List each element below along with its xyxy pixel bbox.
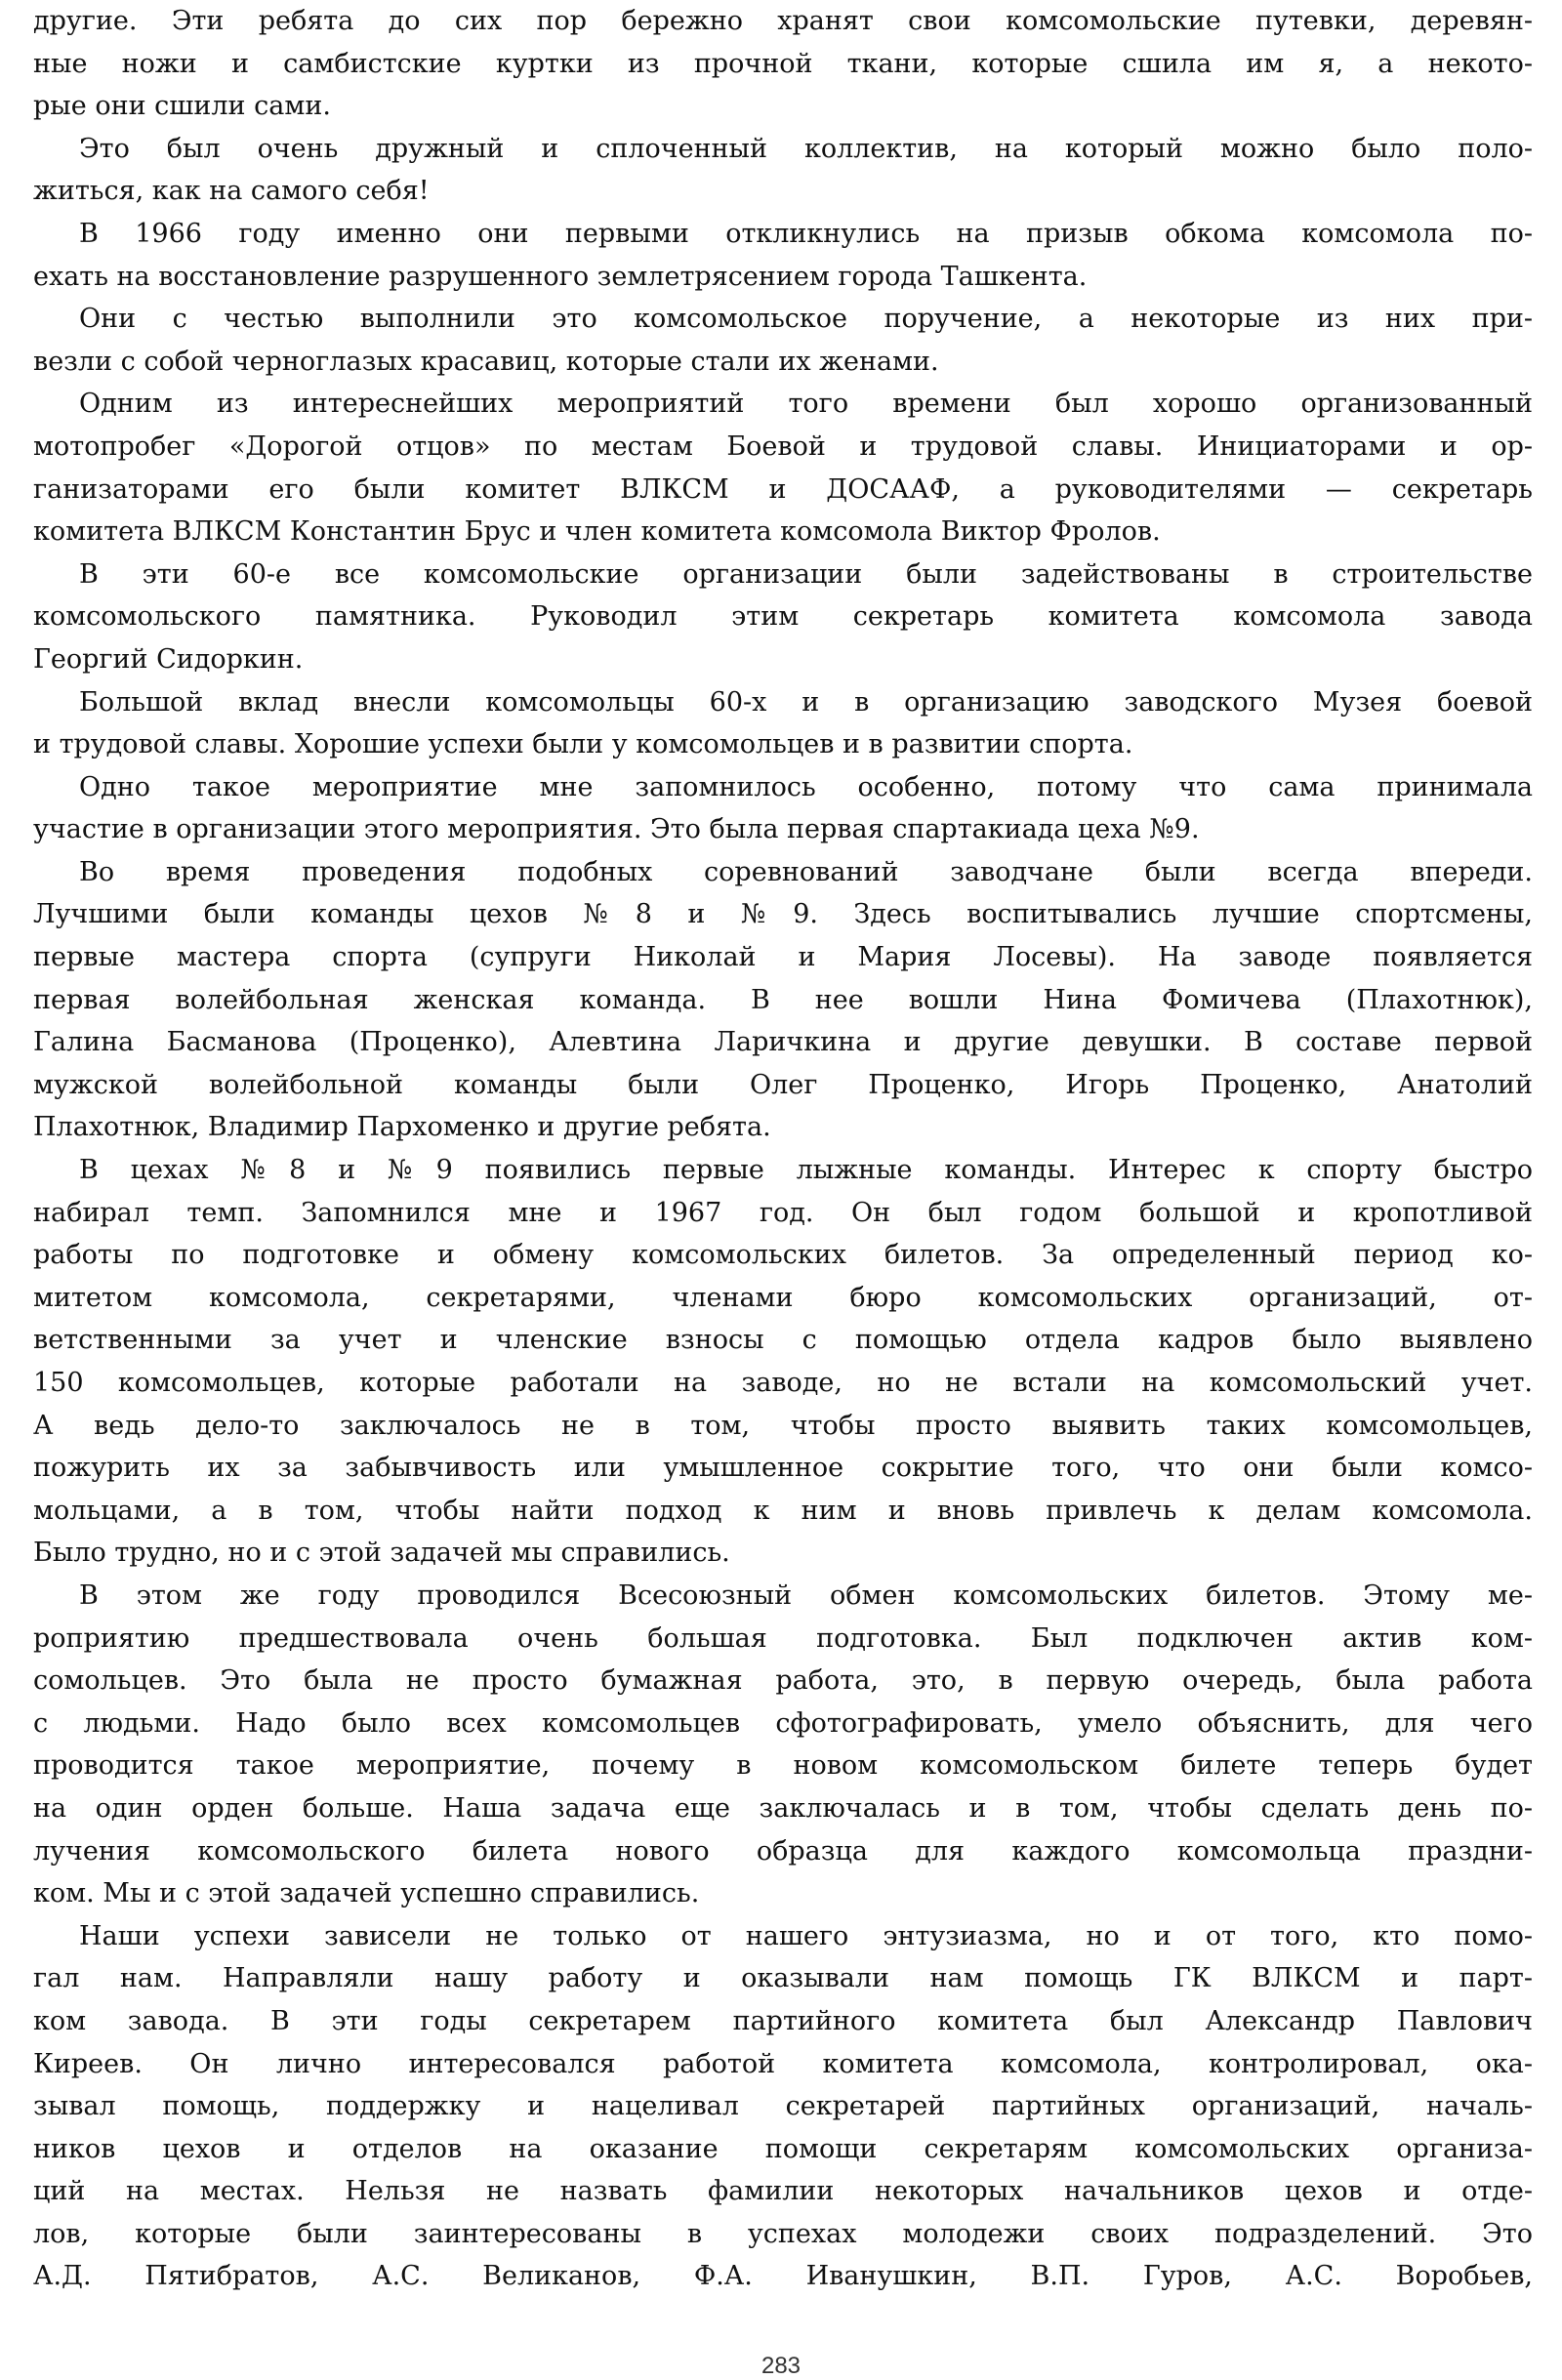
text-line: проводится такое мероприятие, почему в новом комсомольском билете теперь будет <box>33 1750 1533 1782</box>
text-line: ком завода. В эти годы секретарем партийного комитета был Александр Павлович <box>33 2005 1533 2036</box>
text-line: Плахотнюк, Владимир Пархоменко и другие ребята. <box>33 1112 771 1143</box>
text-line: сомольцев. Это была не просто бумажная работа, это, в первую очередь, была работа <box>33 1665 1533 1697</box>
text-line: В этом же году проводился Всесоюзный обмен комсомольских билетов. Этому ме- <box>79 1580 1533 1611</box>
text-line: другие. Эти ребята до сих пор бережно хранят свои комсомольские путевки, деревян- <box>33 6 1533 36</box>
paragraph <box>33 0 1533 128</box>
text-line: набирал темп. Запомнился мне и 1967 год. Он был годом большой и кропотливой <box>33 1197 1533 1228</box>
text-line: Было трудно, но и с этой задачей мы справились. <box>33 1538 730 1569</box>
paragraph <box>33 554 1533 681</box>
text-line: ком. Мы и с этой задачей успешно справились. <box>33 1878 700 1909</box>
text-line: везли с собой черноглазых красавиц, которые стали их женами. <box>33 346 939 377</box>
text-line: мужской волейбольной команды были Олег Проценко, Игорь Проценко, Анатолий <box>33 1069 1533 1100</box>
paragraph <box>33 851 1533 1149</box>
text-line: ные ножи и самбистские куртки из прочной ткани, которые сшила им я, а некото- <box>33 48 1533 79</box>
text-line: с людьми. Надо было всех комсомольцев сфотографировать, умело объяснить, для чего <box>33 1707 1533 1739</box>
text-line: митетом комсомола, секретарями, членами бюро комсомольских организаций, от- <box>33 1282 1533 1313</box>
paragraph <box>33 383 1533 553</box>
text-line: Киреев. Он лично интересовался работой комитета комсомола, контролировал, ока- <box>33 2048 1533 2079</box>
text-line: мотопробег «Дорогой отцов» по местам Боевой и трудовой славы. Инициаторами и ор- <box>33 431 1533 462</box>
paragraph <box>33 1575 1533 1915</box>
text-line: Галина Басманова (Проценко), Алевтина Ларичкина и другие девушки. В составе первой <box>33 1027 1533 1058</box>
text-line: Это был очень дружный и сплоченный коллектив, на который можно было поло- <box>79 133 1533 164</box>
text-line: Лучшими были команды цехов №8 и №9. Здесь воспитывались лучшие спортсмены, <box>33 899 1533 930</box>
paragraph <box>33 298 1533 383</box>
page-body-text <box>33 0 1533 2298</box>
text-line: и трудовой славы. Хорошие успехи были у комсомольцев и в развитии спорта. <box>33 729 1133 760</box>
text-line: ветственными за учет и членские взносы с помощью отдела кадров было выявлено <box>33 1325 1533 1356</box>
text-line: В эти 60-е все комсомольские организации были задействованы в строительстве <box>79 558 1533 590</box>
text-line: на один орден больше. Наша задача еще заключалась и в том, чтобы сделать день по- <box>33 1792 1533 1824</box>
text-line: участие в организации этого мероприятия. Это была первая спартакиада цеха №9. <box>33 814 1200 845</box>
paragraph <box>33 766 1533 851</box>
text-line: Георгий Сидоркин. <box>33 643 304 675</box>
text-line: Большой вклад внесли комсомольцы 60-х и в организацию заводского Музея боевой <box>79 686 1533 718</box>
text-line: Во время проведения подобных соревнований заводчане были всегда впереди. <box>79 856 1533 887</box>
text-line: пожурить их за забывчивость или умышленное сокрытие того, что они были комсо- <box>33 1453 1533 1484</box>
text-line: В 1966 году именно они первыми откликнулись на призыв обкома комсомола по- <box>79 218 1533 249</box>
text-line: Одним из интереснейших мероприятий того времени был хорошо организованный <box>79 389 1533 420</box>
text-line: ехать на восстановление разрушенного землетрясением города Ташкента. <box>33 261 1088 292</box>
paragraph <box>33 1915 1533 2298</box>
text-line: первые мастера спорта (супруги Николай и Мария Лосевы). На заводе появляется <box>33 942 1533 973</box>
text-line: А ведь дело-то заключалось не в том, чтобы просто выявить таких комсомольцев, <box>33 1410 1533 1441</box>
text-line: ников цехов и отделов на оказание помощи секретарям комсомольских организа- <box>33 2133 1533 2164</box>
page-number: 283 <box>760 2353 802 2379</box>
text-line: В цехах №8 и №9 появились первые лыжные команды. Интерес к спорту быстро <box>79 1155 1533 1186</box>
text-line: Наши успехи зависели не только от нашего энтузиазма, но и от того, кто помо- <box>79 1920 1533 1951</box>
text-line: роприятию предшествовала очень большая подготовка. Был подключен актив ком- <box>33 1622 1533 1654</box>
text-line: 150 комсомольцев, которые работали на заводе, но не встали на комсомольский учет. <box>33 1368 1533 1398</box>
text-line: мольцами, а в том, чтобы найти подход к ним и вновь привлечь к делам комсомола. <box>33 1495 1533 1526</box>
text-line: комсомольского памятника. Руководил этим секретарь комитета комсомола завода <box>33 601 1533 633</box>
text-line: лов, которые были заинтересованы в успехах молодежи своих подразделений. Это <box>33 2218 1533 2249</box>
text-line: работы по подготовке и обмену комсомольских билетов. За определенный период ко- <box>33 1240 1533 1271</box>
text-line: лучения комсомольского билета нового образца для каждого комсомольца праздни- <box>33 1835 1533 1867</box>
text-line: Одно такое мероприятие мне запомнилось особенно, потому что сама принимала <box>79 771 1533 802</box>
paragraph <box>33 213 1533 298</box>
text-line: А.Д. Пятибратов, А.С. Великанов, Ф.А. Иванушкин, В.П. Гуров, А.С. Воробьев, <box>33 2261 1533 2292</box>
text-line: комитета ВЛКСМ Константин Брус и член комитета комсомола Виктор Фролов. <box>33 516 1161 548</box>
paragraph <box>33 128 1533 213</box>
paragraph <box>33 681 1533 766</box>
text-line: житься, как на самого себя! <box>33 176 430 207</box>
paragraph <box>33 1149 1533 1575</box>
text-line: ганизаторами его были комитет ВЛКСМ и ДОСААФ, а руководителями — секретарь <box>33 473 1533 505</box>
text-line: рые они сшили сами. <box>33 91 331 122</box>
text-line: зывал помощь, поддержку и нацеливал секретарей партийных организаций, началь- <box>33 2091 1533 2122</box>
text-line: гал нам. Направляли нашу работу и оказывали нам помощь ГК ВЛКСМ и парт- <box>33 1963 1533 1994</box>
text-line: первая волейбольная женская команда. В нее вошли Нина Фомичева (Плахотнюк), <box>33 984 1533 1015</box>
text-line: Они с честью выполнили это комсомольское поручение, а некоторые из них при- <box>79 304 1533 335</box>
text-line: ций на местах. Нельзя не назвать фамилии некоторых начальников цехов и отде- <box>33 2176 1533 2207</box>
